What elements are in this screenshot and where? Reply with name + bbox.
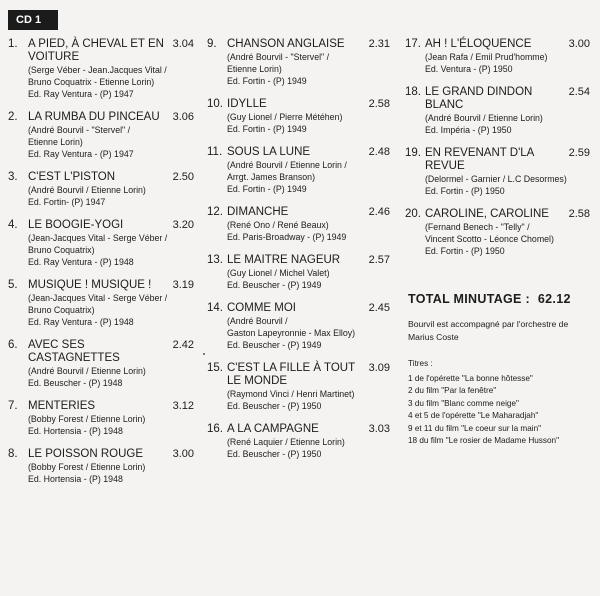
track-duration: 2.50 bbox=[172, 171, 194, 183]
track-number: 10. bbox=[207, 98, 223, 110]
track-entry bbox=[207, 362, 390, 412]
track-title: AVEC SES CASTAGNETTES bbox=[28, 339, 120, 364]
track-duration: 2.58 bbox=[368, 98, 390, 110]
titles-line: 18 du film "Le rosier de Madame Husson" bbox=[408, 436, 559, 445]
track-credit-line: (André Bourvil / Etienne Lorin) bbox=[28, 366, 146, 376]
track-number: 18. bbox=[405, 86, 421, 98]
track-credit-line: Ed. Beuscher - (P) 1948 bbox=[28, 378, 123, 388]
track-number: 16. bbox=[207, 423, 223, 435]
track-number: 7. bbox=[8, 400, 18, 412]
track-credit-line: (André Bourvil - "Stervel" / bbox=[28, 125, 131, 135]
track-credit-line: Ed. Hortensia - (P) 1948 bbox=[28, 474, 123, 484]
track-entry bbox=[8, 171, 194, 208]
track-credit-line: (André Bourvil / Etienne Lorin) bbox=[28, 185, 146, 195]
track-credit-line: Gaston Lapeyronnie - Max Elloy) bbox=[227, 328, 356, 338]
track-number: 15. bbox=[207, 362, 223, 374]
track-title: LE BOOGIE-YOGI bbox=[28, 219, 124, 231]
track-duration: 2.58 bbox=[568, 208, 590, 220]
track-entry bbox=[207, 38, 390, 87]
track-credit-line: Ed. Fortin- (P) 1947 bbox=[28, 197, 106, 207]
track-duration: 3.00 bbox=[568, 38, 590, 50]
track-entry bbox=[8, 219, 194, 268]
track-number: 9. bbox=[207, 38, 217, 50]
track-credit-line: Arrgt. James Branson) bbox=[227, 172, 315, 182]
track-duration: 3.19 bbox=[172, 279, 194, 291]
track-credit-line: Etienne Lorin) bbox=[227, 64, 282, 74]
track-credit-line: (René Laquier / Etienne Lorin) bbox=[227, 437, 345, 447]
track-credit-line: Ed. Beuscher - (P) 1950 bbox=[227, 449, 322, 459]
track-duration: 2.45 bbox=[368, 302, 390, 314]
track-title: A PIED, À CHEVAL ET EN VOITURE bbox=[28, 38, 164, 63]
track-number: 6. bbox=[8, 339, 18, 351]
decorative-dot bbox=[203, 353, 205, 355]
track-duration: 2.48 bbox=[368, 146, 390, 158]
tracklist-column-3 bbox=[405, 38, 590, 268]
track-number: 4. bbox=[8, 219, 18, 231]
track-duration: 2.57 bbox=[368, 254, 390, 266]
track-number: 14. bbox=[207, 302, 223, 314]
track-credit-line: (Fernand Benech - "Telly" / bbox=[425, 222, 530, 232]
track-title: LE MAITRE NAGEUR bbox=[227, 254, 341, 266]
track-entry bbox=[8, 38, 194, 100]
track-duration: 3.04 bbox=[172, 38, 194, 50]
track-credit-line: (André Bourvil / Etienne Lorin) bbox=[425, 113, 543, 123]
track-title: LE POISSON ROUGE bbox=[28, 448, 144, 460]
track-number: 3. bbox=[8, 171, 18, 183]
track-credit-line: (Serge Véber - Jean.Jacques Vital / bbox=[28, 65, 167, 75]
track-credit-line: (Raymond Vinci / Henri Martinet) bbox=[227, 389, 355, 399]
cd-badge: CD 1 bbox=[8, 10, 58, 30]
track-credit-line: (René Ono / René Beaux) bbox=[227, 220, 329, 230]
track-title: LA RUMBA DU PINCEAU bbox=[28, 111, 160, 123]
track-credit-line: Bruno Coquatrix) bbox=[28, 305, 95, 315]
track-credit-line: (Jean-Jacques Vital - Serge Véber / bbox=[28, 293, 168, 303]
track-entry bbox=[207, 302, 390, 351]
titles-line: 2 du film "Par la fenêtre" bbox=[408, 386, 497, 395]
track-credit-line: Ed. Ray Ventura - (P) 1947 bbox=[28, 89, 134, 99]
track-title: C'EST L'PISTON bbox=[28, 171, 116, 183]
track-duration: 3.12 bbox=[172, 400, 194, 412]
titles-line: 4 et 5 de l'opérette "Le Maharadjah" bbox=[408, 411, 539, 420]
titles-line: 9 et 11 du film "Le coeur sur la main" bbox=[408, 423, 542, 433]
track-number: 1. bbox=[8, 38, 18, 50]
track-entry bbox=[207, 423, 390, 460]
track-duration: 3.00 bbox=[172, 448, 194, 460]
track-duration: 3.03 bbox=[368, 423, 390, 435]
track-duration: 3.20 bbox=[172, 219, 194, 231]
track-credit-line: Etienne Lorin) bbox=[28, 137, 83, 147]
track-credit-line: Ed. Ventura - (P) 1950 bbox=[425, 64, 513, 74]
track-credit-line: (Jean Rafa / Emil Prud'homme) bbox=[425, 52, 548, 62]
track-number: 13. bbox=[207, 254, 223, 266]
track-entry bbox=[207, 98, 390, 135]
track-duration: 2.54 bbox=[568, 86, 590, 98]
titles-line: 1 de l'opérette "La bonne hôtesse" bbox=[408, 373, 533, 383]
track-credit-line: Bruno Coquatrix - Etienne Lorin) bbox=[28, 77, 155, 87]
track-entry bbox=[207, 146, 390, 195]
track-entry bbox=[207, 206, 390, 243]
track-credit-line: (André Bourvil / Etienne Lorin / bbox=[227, 160, 347, 170]
track-entry bbox=[8, 111, 194, 160]
track-entry bbox=[207, 254, 390, 291]
track-title: EN REVENANT D'LA REVUE bbox=[425, 147, 534, 172]
track-title: IDYLLE bbox=[227, 98, 267, 110]
track-number: 20. bbox=[405, 208, 421, 220]
track-entry bbox=[405, 38, 590, 75]
track-title: MENTERIES bbox=[28, 400, 96, 412]
tracklist-column-2 bbox=[207, 38, 390, 471]
titles-header: Titres : bbox=[408, 359, 433, 368]
track-entry bbox=[8, 339, 194, 389]
track-credit-line: Ed. Beuscher - (P) 1949 bbox=[227, 280, 322, 290]
track-duration: 2.59 bbox=[568, 147, 590, 159]
track-number: 11. bbox=[207, 146, 223, 158]
track-credit-line: (Delormel - Garnier / L.C Desormes) bbox=[425, 174, 567, 184]
track-credit-line: Ed. Paris-Broadway - (P) 1949 bbox=[227, 232, 347, 242]
track-duration: 2.31 bbox=[368, 38, 390, 50]
track-title: C'EST LA FILLE À TOUT LE MONDE bbox=[227, 362, 355, 387]
track-credit-line: (André Bourvil - "Stervel" / bbox=[227, 52, 330, 62]
total-value: 62.12 bbox=[537, 292, 571, 306]
track-credit-line: (Guy Lionel / Pierre Météhen) bbox=[227, 112, 343, 122]
track-title: DIMANCHE bbox=[227, 206, 289, 218]
track-entry bbox=[405, 147, 590, 197]
track-duration: 2.42 bbox=[172, 339, 194, 351]
track-number: 12. bbox=[207, 206, 223, 218]
track-credit-line: Ed. Hortensia - (P) 1948 bbox=[28, 426, 123, 436]
track-credit-line: Vincent Scotto - Léonce Chomel) bbox=[425, 234, 554, 244]
track-title: AH ! L'ÉLOQUENCE bbox=[425, 38, 532, 50]
track-credit-line: Ed. Beuscher - (P) 1949 bbox=[227, 340, 322, 350]
track-credit-line: Ed. Beuscher - (P) 1950 bbox=[227, 401, 322, 411]
track-title: SOUS LA LUNE bbox=[227, 146, 311, 158]
track-duration: 3.09 bbox=[368, 362, 390, 374]
track-duration: 3.06 bbox=[172, 111, 194, 123]
track-number: 19. bbox=[405, 147, 421, 159]
track-credit-line: Ed. Fortin - (P) 1949 bbox=[227, 184, 307, 194]
track-credit-line: Ed. Impéria - (P) 1950 bbox=[425, 125, 512, 135]
track-title: COMME MOI bbox=[227, 302, 296, 314]
track-number: 2. bbox=[8, 111, 18, 123]
track-credit-line: Ed. Fortin - (P) 1950 bbox=[425, 246, 505, 256]
track-credit-line: (Bobby Forest / Etienne Lorin) bbox=[28, 462, 146, 472]
track-number: 5. bbox=[8, 279, 18, 291]
track-entry bbox=[405, 86, 590, 136]
track-credit-line: (Bobby Forest / Etienne Lorin) bbox=[28, 414, 146, 424]
track-entry bbox=[8, 400, 194, 437]
track-title: CHANSON ANGLAISE bbox=[227, 38, 345, 50]
track-credit-line: Ed. Ray Ventura - (P) 1947 bbox=[28, 149, 134, 159]
track-credit-line: Ed. Fortin - (P) 1949 bbox=[227, 124, 307, 134]
total-duration bbox=[408, 292, 571, 306]
track-title: LE GRAND DINDON BLANC bbox=[425, 86, 533, 111]
track-number: 17. bbox=[405, 38, 421, 50]
tracklist-column-1 bbox=[8, 38, 194, 496]
track-duration: 2.46 bbox=[368, 206, 390, 218]
track-entry bbox=[405, 208, 590, 257]
track-credit-line: (Jean-Jacques Vital - Serge Véber / bbox=[28, 233, 168, 243]
track-entry bbox=[8, 279, 194, 328]
titles-line: 3 du film "Blanc comme neige" bbox=[408, 398, 519, 408]
track-credit-line: Ed. Fortin - (P) 1950 bbox=[425, 186, 505, 196]
track-credit-line: (André Bourvil / bbox=[227, 316, 288, 326]
track-title: MUSIQUE ! MUSIQUE ! bbox=[28, 279, 152, 291]
track-credit-line: Ed. Ray Ventura - (P) 1948 bbox=[28, 317, 134, 327]
orchestra-note: Bourvil est accompagné par l'orchestre de Marius Coste bbox=[408, 319, 569, 342]
track-credit-line: Bruno Coquatrix) bbox=[28, 245, 95, 255]
track-title: CAROLINE, CAROLINE bbox=[425, 208, 549, 220]
track-title: A LA CAMPAGNE bbox=[227, 423, 319, 435]
track-credit-line: (Guy Lionel / Michel Valet) bbox=[227, 268, 330, 278]
track-entry bbox=[8, 448, 194, 485]
track-credit-line: Ed. Ray Ventura - (P) 1948 bbox=[28, 257, 134, 267]
track-credit-line: Ed. Fortin - (P) 1949 bbox=[227, 76, 307, 86]
total-label: TOTAL MINUTAGE : bbox=[408, 292, 530, 306]
track-number: 8. bbox=[8, 448, 18, 460]
titles-sources bbox=[408, 358, 598, 448]
